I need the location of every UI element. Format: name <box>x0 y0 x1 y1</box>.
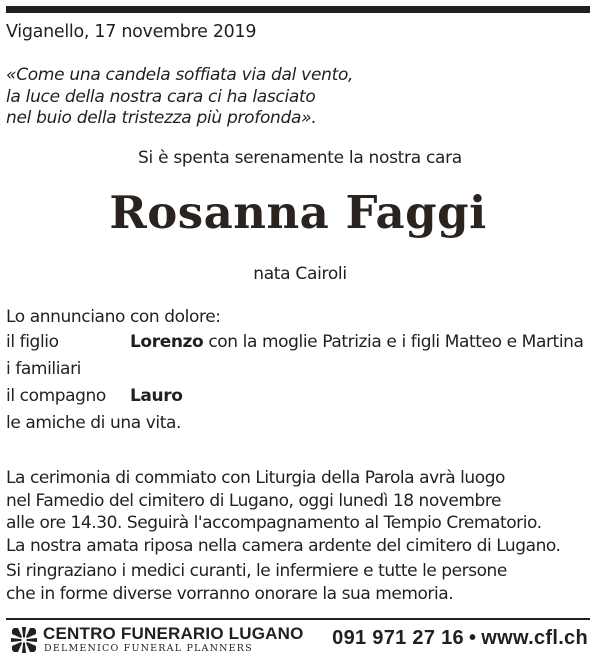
mourner-relation: i familiari <box>6 359 81 379</box>
intro-text: Si è spenta serenamente la nostra cara <box>138 148 462 168</box>
thanks-paragraph <box>6 560 507 605</box>
ceremony-paragraph <box>6 467 561 557</box>
ceremony-line: La cerimonia di commiato con Liturgia della Parola avrà luogo <box>6 468 505 488</box>
website-link[interactable]: www.cfl.ch <box>481 627 588 649</box>
place-date: Viganello, 17 novembre 2019 <box>6 22 257 42</box>
mourner-row <box>6 359 584 386</box>
mourner-names <box>130 332 584 359</box>
contact-info <box>332 627 588 650</box>
contact-separator: • <box>468 627 477 649</box>
thanks-line: che in forme diverse vorranno onorare la sua memoria. <box>6 583 454 604</box>
mourner-row <box>6 413 584 440</box>
announce-text: Lo annunciano con dolore: <box>6 307 221 327</box>
footer-divider <box>6 618 590 620</box>
quote-line: la luce della nostra cara ci ha lasciato <box>6 86 316 107</box>
ceremony-line: alle ore 14.30. Seguirà l'accompagnamento al Tempio Crematorio. <box>6 513 542 533</box>
quote-line: «Come una candela soffiata via dal vento, <box>6 65 354 85</box>
mourner-relation: il compagno <box>6 386 106 406</box>
maiden-name: nata Cairoli <box>253 264 347 284</box>
top-divider <box>6 6 590 13</box>
mourners-list <box>6 332 584 440</box>
company-subtitle: DELMENICO FUNERAL PLANNERS <box>44 643 253 654</box>
mourner-name: Lauro <box>130 386 183 406</box>
mourner-name: Lorenzo <box>130 332 204 352</box>
quote-line: nel buio della tristezza più profonda». <box>6 108 317 128</box>
ceremony-line: nel Famedio del cimitero di Lugano, oggi lunedì 18 novembre <box>6 490 502 511</box>
ceremony-line: La nostra amata riposa nella camera ardente del cimitero di Lugano. <box>6 535 561 556</box>
phone-number: 091 971 27 16 <box>332 627 464 649</box>
thanks-line: Si ringraziano i medici curanti, le infermiere e tutte le persone <box>6 561 507 581</box>
mourner-row <box>6 386 584 413</box>
company-name: CENTRO FUNERARIO LUGANO <box>43 624 304 643</box>
cross-pattee-icon <box>10 626 38 654</box>
mourner-rest: con la moglie Patrizia e i figli Matteo e Martina <box>203 332 584 352</box>
mourner-names <box>130 386 182 413</box>
mourner-row <box>6 332 584 359</box>
mourner-relation: il figlio <box>6 332 59 352</box>
funeral-home-footer <box>6 624 590 656</box>
deceased-name: Rosanna Faggi <box>109 186 487 239</box>
epigraph-quote <box>6 65 353 130</box>
mourner-relation: le amiche di una vita. <box>6 413 182 433</box>
